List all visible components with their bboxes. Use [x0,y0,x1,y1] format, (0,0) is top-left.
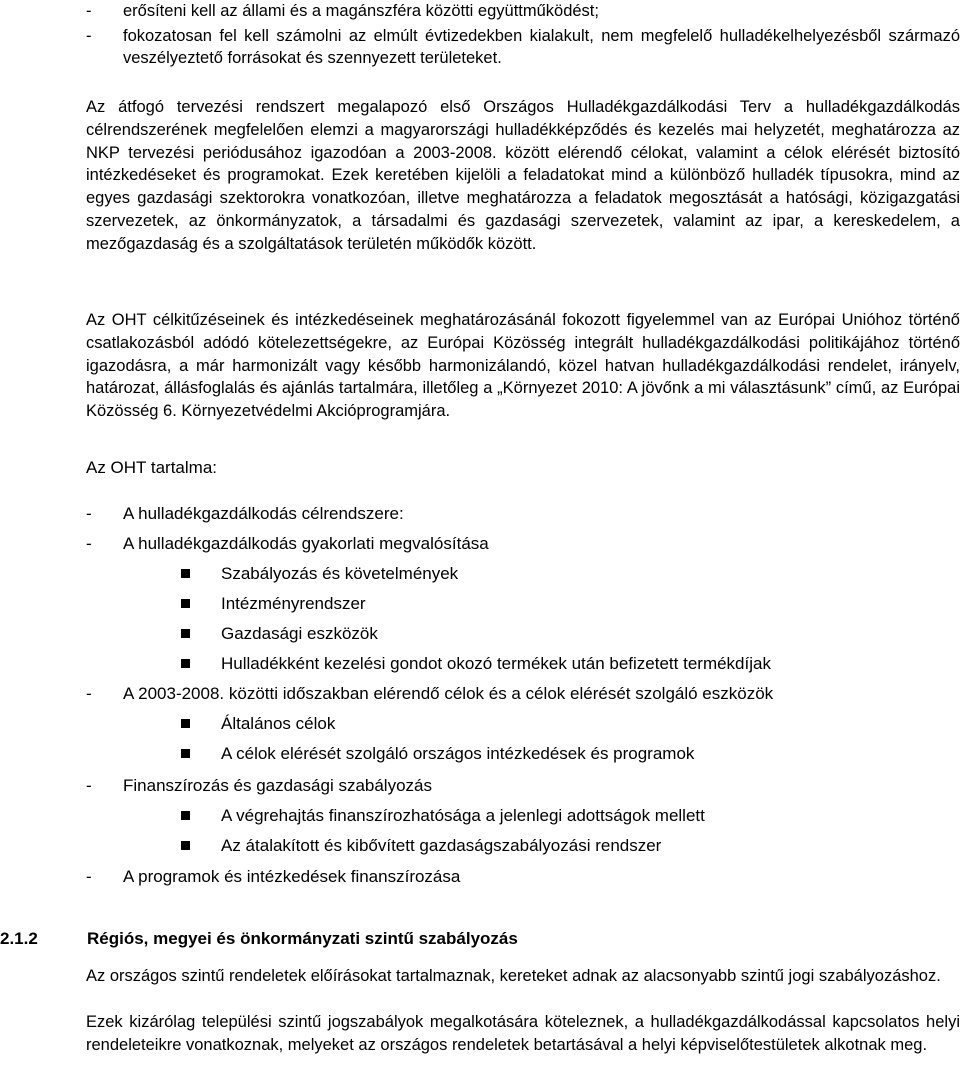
contents-subitem [181,713,941,735]
subitem-text: Intézményrendszer [221,594,366,613]
intro-list-item [86,0,960,22]
dash-marker: - [86,534,92,553]
contents-item [86,503,960,525]
list-item-text: A hulladékgazdálkodás gyakorlati megvalósítása [123,534,489,553]
contents-item [86,775,960,797]
paragraph-oht-overview: Az átfogó tervezési rendszert megalapozó első Országos Hulladékgazdálkodási Terv a hulladékgazdálkodás célrendszerének megfelelően elemzi a magyarországi hulladékképződés és kezelés mai helyzetét, meghatározza az NKP tervezési periódusához igazodóan a 2003-2008. között elérendő célokat, valamint a célok elérését biztosító intézkedéseket és programokat. Ezek keretében kijelöli a feladatokat mind a különböző hulladék típusokra, mind az egyes gazdasági szektorokra vonatkozóan, illetve meghatározza a feladatok megosztását a hatósági, közigazgatási szervezetek, az önkormányzatok, a társadalmi és gazdasági szervezetek, valamint az ipar, a kereskedelem, a mezőgazdaság és a szolgáltatások területén működők között. [86,98,960,253]
contents-subitem [181,835,941,857]
contents-subitem [181,653,941,675]
square-bullet-icon [181,841,190,850]
dash-marker: - [86,2,92,20]
square-bullet-icon [181,629,190,638]
dash-marker: - [86,776,92,795]
dash-marker: - [86,867,92,886]
list-item-text: A hulladékgazdálkodás célrendszere: [123,504,404,523]
list-item-text: A programok és intézkedések finanszírozása [123,867,461,886]
subitem-text: Hulladékként kezelési gondot okozó termékek után befizetett termékdíjak [221,654,771,673]
list-item-text: Finanszírozás és gazdasági szabályozás [123,776,432,795]
intro-list-item [86,25,960,69]
section-title: Régiós, megyei és önkormányzati szintű szabályozás [87,929,518,948]
contents-item [86,533,960,555]
dash-marker: - [86,684,92,703]
section-paragraph: Ezek kizárólag települési szintű jogszabályok megalkotására köteleznek, a hulladékgazdálkodással kapcsolatos helyi rendeleteikre vonatkoznak, melyeket az országos rendeletek betartásával a helyi képviselőtestületek alkotnak meg. [86,1013,960,1054]
subitem-text: A célok elérését szolgáló országos intézkedések és programok [221,744,695,763]
section-number: 2.1.2 [0,929,38,948]
subitem-text: Gazdasági eszközök [221,624,378,643]
list-item-text: A 2003-2008. közötti időszakban elérendő célok és a célok elérését szolgáló eszközök [123,684,774,703]
contents-item [86,683,960,705]
dash-marker: - [86,504,92,523]
paragraph-oht-objectives: Az OHT célkitűzéseinek és intézkedéseinek meghatározásánál fokozott figyelemmel van az Európai Unióhoz történő csatlakozásból adódó kötelezettségekre, az Európai Közösség integrált hulladékgazdálkodási politikájához történő igazodásra, a már harmonizált vagy később harmonizálandó, közel hatvan hulladékgazdálkodási rendelet, irányelv, határozat, állásfoglalás és ajánlás tartalmára, illetőleg a „Környezet 2010: A jövőnk a mi választásunk” című, az Európai Közösség 6. Környezetvédelmi Akcióprogramjára. [86,311,960,421]
contents-title: Az OHT tartalma: [86,458,217,477]
contents-subitem [181,743,941,765]
contents-subitem [181,563,941,585]
contents-subitem [181,623,941,645]
square-bullet-icon [181,719,190,728]
section-paragraph: Az országos szintű rendeletek előírásokat tartalmaznak, kereteket adnak az alacsonyabb szintű jogi szabályozáshoz. [86,967,941,985]
contents-subitem [181,593,941,615]
list-item-text: erősíteni kell az állami és a magánszféra közötti együttműködést; [123,2,599,20]
square-bullet-icon [181,569,190,578]
dash-marker: - [86,27,92,45]
square-bullet-icon [181,659,190,668]
subitem-text: Az átalakított és kibővített gazdaságszabályozási rendszer [221,836,662,855]
square-bullet-icon [181,599,190,608]
contents-subitem [181,805,941,827]
subitem-text: Szabályozás és követelmények [221,564,459,583]
square-bullet-icon [181,811,190,820]
subitem-text: Általános célok [221,714,336,733]
subitem-text: A végrehajtás finanszírozhatósága a jelenlegi adottságok mellett [221,806,705,825]
contents-item [86,866,960,888]
square-bullet-icon [181,749,190,758]
list-item-text: fokozatosan fel kell számolni az elmúlt évtizedekben kialakult, nem megfelelő hulladékelhelyezésből származó veszélyeztető forrásokat és szennyezett területeket. [123,27,960,67]
